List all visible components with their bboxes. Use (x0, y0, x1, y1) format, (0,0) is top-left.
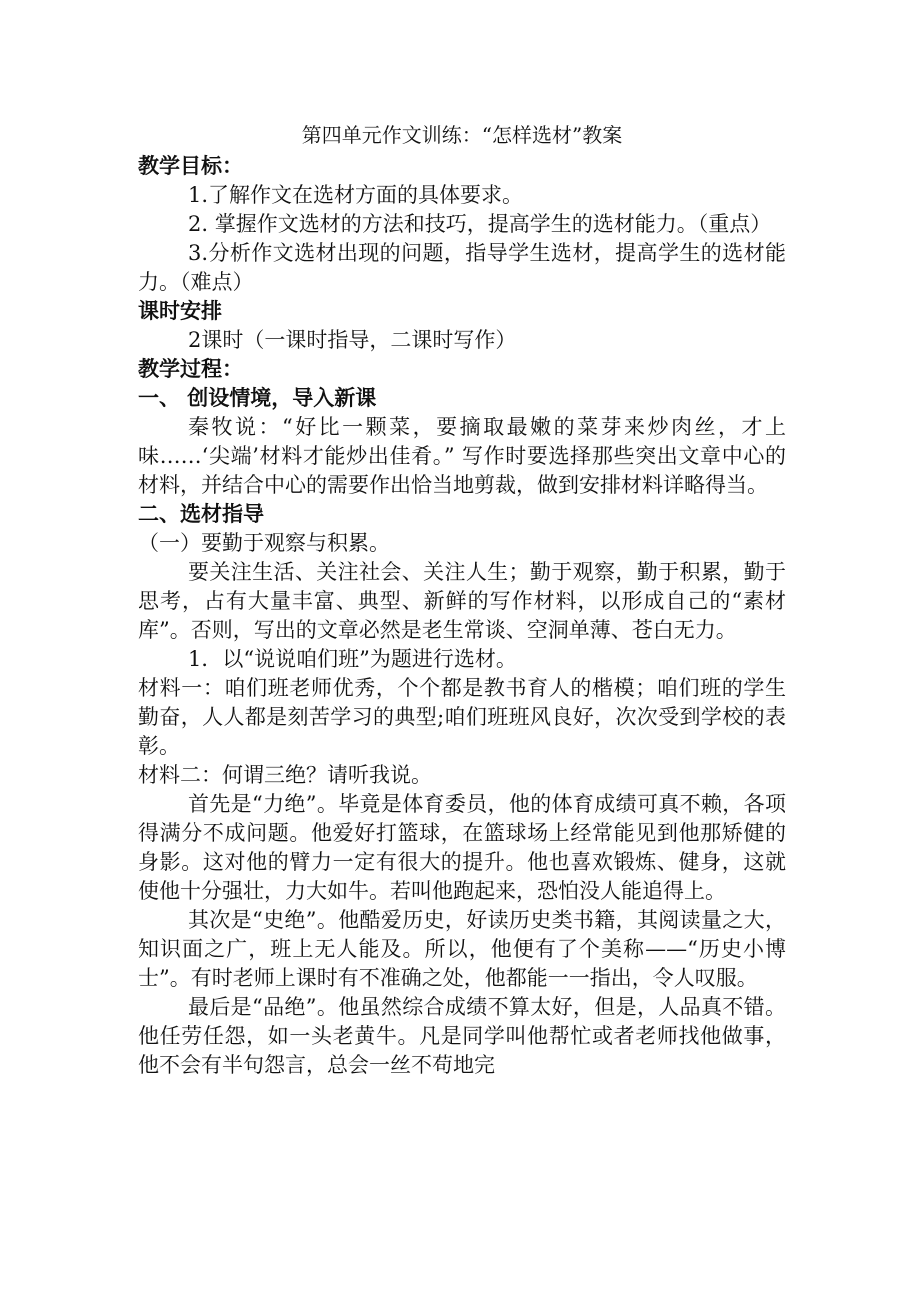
heading-teaching-goals: 教学目标： (138, 154, 243, 178)
intro-paragraph: 秦牧说：“好比一颗菜，要摘取最嫩的菜芽来炒肉丝，才上味……‘尖端’材料才能炒出佳肴。” 写作时要选择那些突出文章中心的材料，并结合中心的需要作出恰当地剪裁，做到安排材料详略得当。 (138, 415, 786, 497)
material-2-strength: 首先是“力绝”。毕竟是体育委员，他的体育成绩可真不赖，各项得满分不成问题。他爱好打篮球，在篮球场上经常能见到他那矫健的身影。这对他的臂力一定有很大的提升。他也喜欢锻炼、健身，这就使他十分强壮，力大如牛。若叫他跑起来，恐怕没人能追得上。 (138, 792, 786, 903)
goal-1: 1.了解作文在选材方面的具体要求。 (188, 183, 524, 207)
heading-process: 教学过程： (138, 357, 243, 381)
observe-paragraph: 要关注生活、关注社会、关注人生；勤于观察，勤于积累，勤于思考，占有大量丰富、典型、新鲜的写作材料，以形成自己的“素材库”。否则，写出的文章必然是老生常谈、空洞单薄、苍白无力。 (138, 560, 786, 642)
material-1: 材料一：咱们班老师优秀，个个都是教书育人的楷模；咱们班的学生勤奋，人人都是刻苦学习的典型;咱们班班风良好，次次受到学校的表彰。 (138, 676, 786, 758)
heading-section-1: 一、 创设情境，导入新课 (138, 386, 377, 410)
document-page (138, 118, 786, 1080)
document-body (138, 152, 786, 1080)
subheading-observe: （一）要勤于观察与积累。 (138, 531, 390, 555)
goal-3: 3.分析作文选材出现的问题，指导学生选材，提高学生的选材能力。（难点） (138, 241, 786, 294)
exercise-1: 1．以“说说咱们班”为题进行选材。 (188, 647, 517, 671)
material-2: 材料二：何谓三绝？请听我说。 (138, 763, 432, 787)
heading-schedule: 课时安排 (138, 299, 222, 323)
goal-2: 2. 掌握作文选材的方法和技巧，提高学生的选材能力。（重点） (188, 212, 772, 236)
heading-section-2: 二、选材指导 (138, 502, 264, 526)
material-2-history: 其次是“史绝”。他酷爱历史，好读历史类书籍，其阅读量之大，知识面之广，班上无人能及。所以，他便有了个美称——“历史小博士”。有时老师上课时有不准确之处，他都能一一指出，令人叹服。 (138, 908, 786, 990)
material-2-character: 最后是“品绝”。他虽然综合成绩不算太好，但是，人品真不错。他任劳任怨，如一头老黄牛。凡是同学叫他帮忙或者老师找他做事，他不会有半句怨言，总会一丝不苟地完 (138, 995, 786, 1077)
schedule-text: 2课时（一课时指导，二课时写作） (188, 328, 517, 352)
document-title: 第四单元作文训练：“怎样选材”教案 (301, 123, 623, 147)
